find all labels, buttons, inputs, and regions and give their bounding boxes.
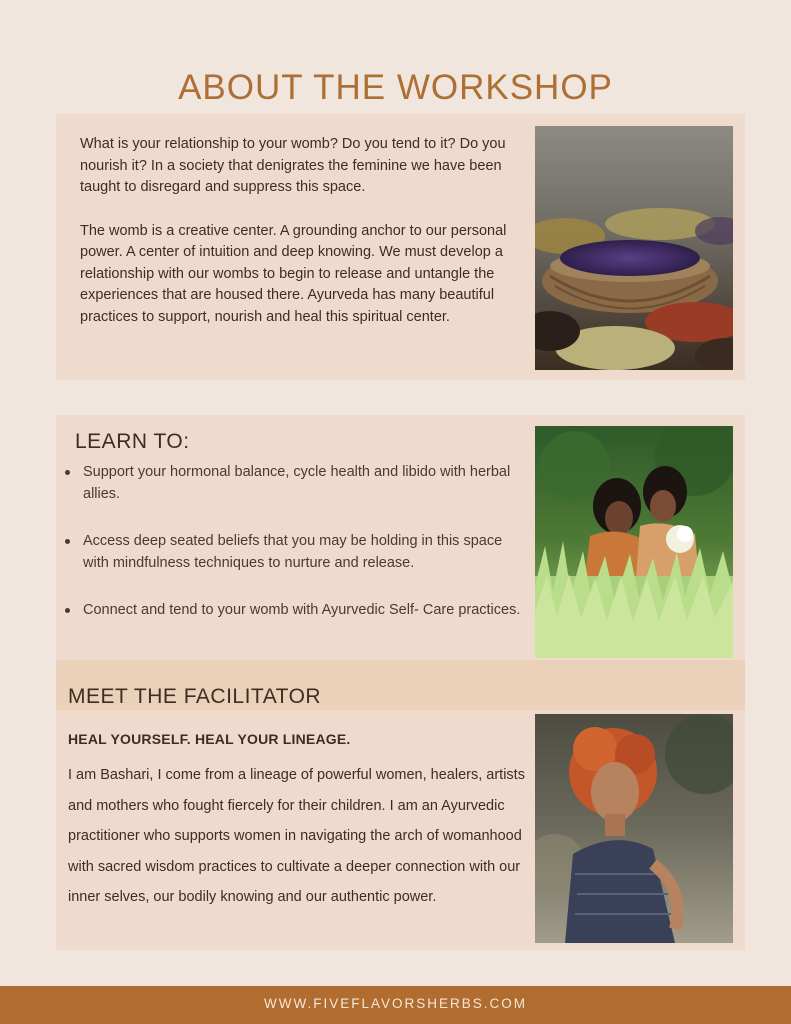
page-title: ABOUT THE WORKSHOP	[178, 68, 613, 107]
learn-list	[64, 462, 524, 648]
facilitator-portrait-photo	[535, 714, 733, 943]
about-paragraph-2: The womb is a creative center. A grounding anchor to our personal power. A center of intuition and deep knowing. We must develop a relationship with our wombs to begin to release and untangle the experiences that are housed there. Ayurveda has many beautiful practices to support, nourish and heal this spiritual center.	[80, 222, 507, 325]
website-url: WWW.FIVEFLAVORSHERBS.COM	[263, 996, 527, 1011]
about-text	[80, 134, 528, 350]
herbs-bowls-photo	[535, 126, 733, 370]
facilitator-heading: MEET THE FACILITATOR	[68, 685, 322, 708]
facilitator-bio: I am Bashari, I come from a lineage of powerful women, healers, artists and mothers who fought fiercely for their children. I am an Ayurvedic practitioner who supports women in navigating the arch of womanhood with sacred wisdom practices to cultivate a deeper connection with our inner selves, our bodily knowing and our authentic power.	[68, 767, 525, 906]
about-paragraph-1: What is your relationship to your womb? Do you tend to it? Do you nourish it? In a society that denigrates the feminine we have been taught to disregard and suppress this space.	[80, 136, 506, 195]
footer-bar	[0, 986, 791, 1024]
learn-item-2: Access deep seated beliefs that you may be holding in this space with mindfulness techniques to nurture and release.	[64, 531, 524, 574]
women-in-field-photo	[535, 426, 733, 658]
learn-item-3: Connect and tend to your womb with Ayurvedic Self- Care practices.	[64, 600, 524, 622]
learn-heading: LEARN TO:	[75, 430, 190, 453]
facilitator-subheading: HEAL YOURSELF. HEAL YOUR LINEAGE.	[68, 731, 351, 747]
learn-item-1: Support your hormonal balance, cycle health and libido with herbal allies.	[64, 462, 524, 505]
